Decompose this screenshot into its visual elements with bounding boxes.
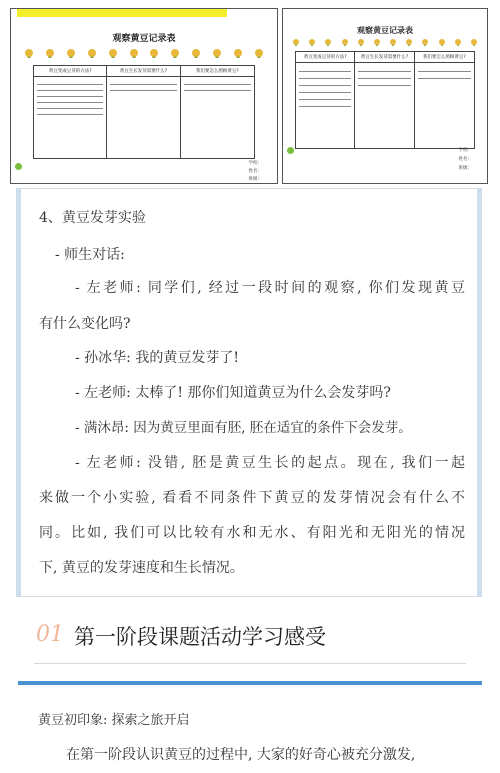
handwriting bbox=[355, 63, 413, 148]
handwriting bbox=[107, 77, 179, 158]
flower-icon bbox=[406, 39, 412, 45]
column-header: 我们要怎么照顾黄豆? bbox=[181, 66, 254, 77]
record-column bbox=[415, 52, 474, 148]
flower-icon bbox=[293, 39, 299, 45]
column-header: 黄豆生长发芽需要什么? bbox=[355, 52, 413, 63]
flower-icon bbox=[234, 49, 242, 57]
flower-icon bbox=[374, 39, 380, 45]
flower-icon bbox=[192, 49, 200, 57]
record-column bbox=[34, 66, 107, 158]
dialogue-line: 有什么变化吗? bbox=[39, 316, 131, 332]
flower-icon bbox=[88, 49, 96, 57]
intro-heading: 黄豆初印象: 探索之旅开启 bbox=[38, 713, 190, 728]
flower-icon bbox=[130, 49, 138, 57]
flower-icon bbox=[455, 39, 461, 45]
handwriting bbox=[34, 77, 106, 158]
record-sheet-photo-right bbox=[282, 8, 488, 184]
record-sheet-photo-left bbox=[10, 8, 278, 184]
dialogue-line: - 孙冰华: 我的黄豆发芽了! bbox=[75, 350, 239, 366]
flower-icon bbox=[471, 39, 477, 45]
flower-icon bbox=[422, 39, 428, 45]
record-column bbox=[355, 52, 414, 148]
dialogue-line: - 左老师: 没错, 胚是黄豆生长的起点。现在, 我们一起 bbox=[75, 455, 465, 471]
column-header: 我们要怎么照顾黄豆? bbox=[415, 52, 474, 63]
dialogue-line: 同。比如, 我们可以比较有水和无水、有阳光和无阳光的情况 bbox=[39, 525, 465, 541]
signature-label: 姓名: bbox=[458, 157, 469, 162]
handwriting bbox=[181, 77, 254, 158]
flower-icon bbox=[390, 39, 396, 45]
record-table bbox=[33, 65, 255, 159]
experiment-heading: 4、黄豆发芽实验 bbox=[39, 210, 146, 226]
sheet-title: 观察黄豆记录表 bbox=[357, 26, 413, 35]
flower-border bbox=[293, 39, 477, 49]
flower-icon bbox=[150, 49, 158, 57]
flower-icon bbox=[46, 49, 54, 57]
intro-card bbox=[18, 681, 482, 773]
section-number: 01 bbox=[36, 622, 64, 647]
dialogue-line: - 左老师: 同学们, 经过一段时间的观察, 你们发现黄豆 bbox=[75, 280, 465, 296]
record-column bbox=[181, 66, 254, 158]
dialogue-subheading: - 师生对话: bbox=[55, 247, 125, 263]
flower-icon bbox=[171, 49, 179, 57]
flower-icon bbox=[109, 49, 117, 57]
flower-icon bbox=[67, 49, 75, 57]
dialogue-box bbox=[16, 188, 482, 597]
dialogue-line: 来做一个小实验, 看看不同条件下黄豆的发芽情况会有什么不 bbox=[39, 490, 465, 506]
section-divider bbox=[34, 663, 466, 664]
record-column bbox=[296, 52, 355, 148]
pin-icon bbox=[15, 163, 22, 170]
flower-icon bbox=[439, 39, 445, 45]
record-column bbox=[107, 66, 180, 158]
column-header: 黄豆变成豆芽的方法? bbox=[34, 66, 106, 77]
signature-label: 姓名: bbox=[248, 169, 259, 174]
handwriting bbox=[415, 63, 474, 148]
signature-label: 学校: bbox=[248, 161, 259, 166]
column-header: 黄豆生长发芽需要什么? bbox=[107, 66, 179, 77]
signature-label: 学校: bbox=[458, 148, 469, 153]
flower-icon bbox=[325, 39, 331, 45]
flower-border bbox=[25, 49, 263, 59]
flower-icon bbox=[25, 49, 33, 57]
tape-strip bbox=[17, 9, 227, 17]
column-header: 黄豆变成豆芽的方法? bbox=[296, 52, 354, 63]
intro-paragraph: 在第一阶段认识黄豆的过程中, 大家的好奇心被充分激发, bbox=[66, 747, 416, 763]
photo-strip bbox=[10, 8, 488, 184]
flower-icon bbox=[358, 39, 364, 45]
section-title: 第一阶段课题活动学习感受 bbox=[74, 625, 326, 649]
dialogue-line: - 满沐昂: 因为黄豆里面有胚, 胚在适宜的条件下会发芽。 bbox=[75, 420, 412, 436]
flower-icon bbox=[342, 39, 348, 45]
flower-icon bbox=[213, 49, 221, 57]
dialogue-line: - 左老师: 太棒了! 那你们知道黄豆为什么会发芽吗? bbox=[75, 385, 391, 401]
sheet-title: 观察黄豆记录表 bbox=[112, 34, 176, 44]
record-table bbox=[295, 51, 475, 149]
signature-label: 班级: bbox=[458, 166, 469, 171]
signature-label: 班级: bbox=[248, 177, 259, 182]
dialogue-line: 下, 黄豆的发芽速度和生长情况。 bbox=[39, 560, 244, 576]
pin-icon bbox=[287, 147, 294, 154]
flower-icon bbox=[255, 49, 263, 57]
flower-icon bbox=[309, 39, 315, 45]
handwriting bbox=[296, 63, 354, 148]
